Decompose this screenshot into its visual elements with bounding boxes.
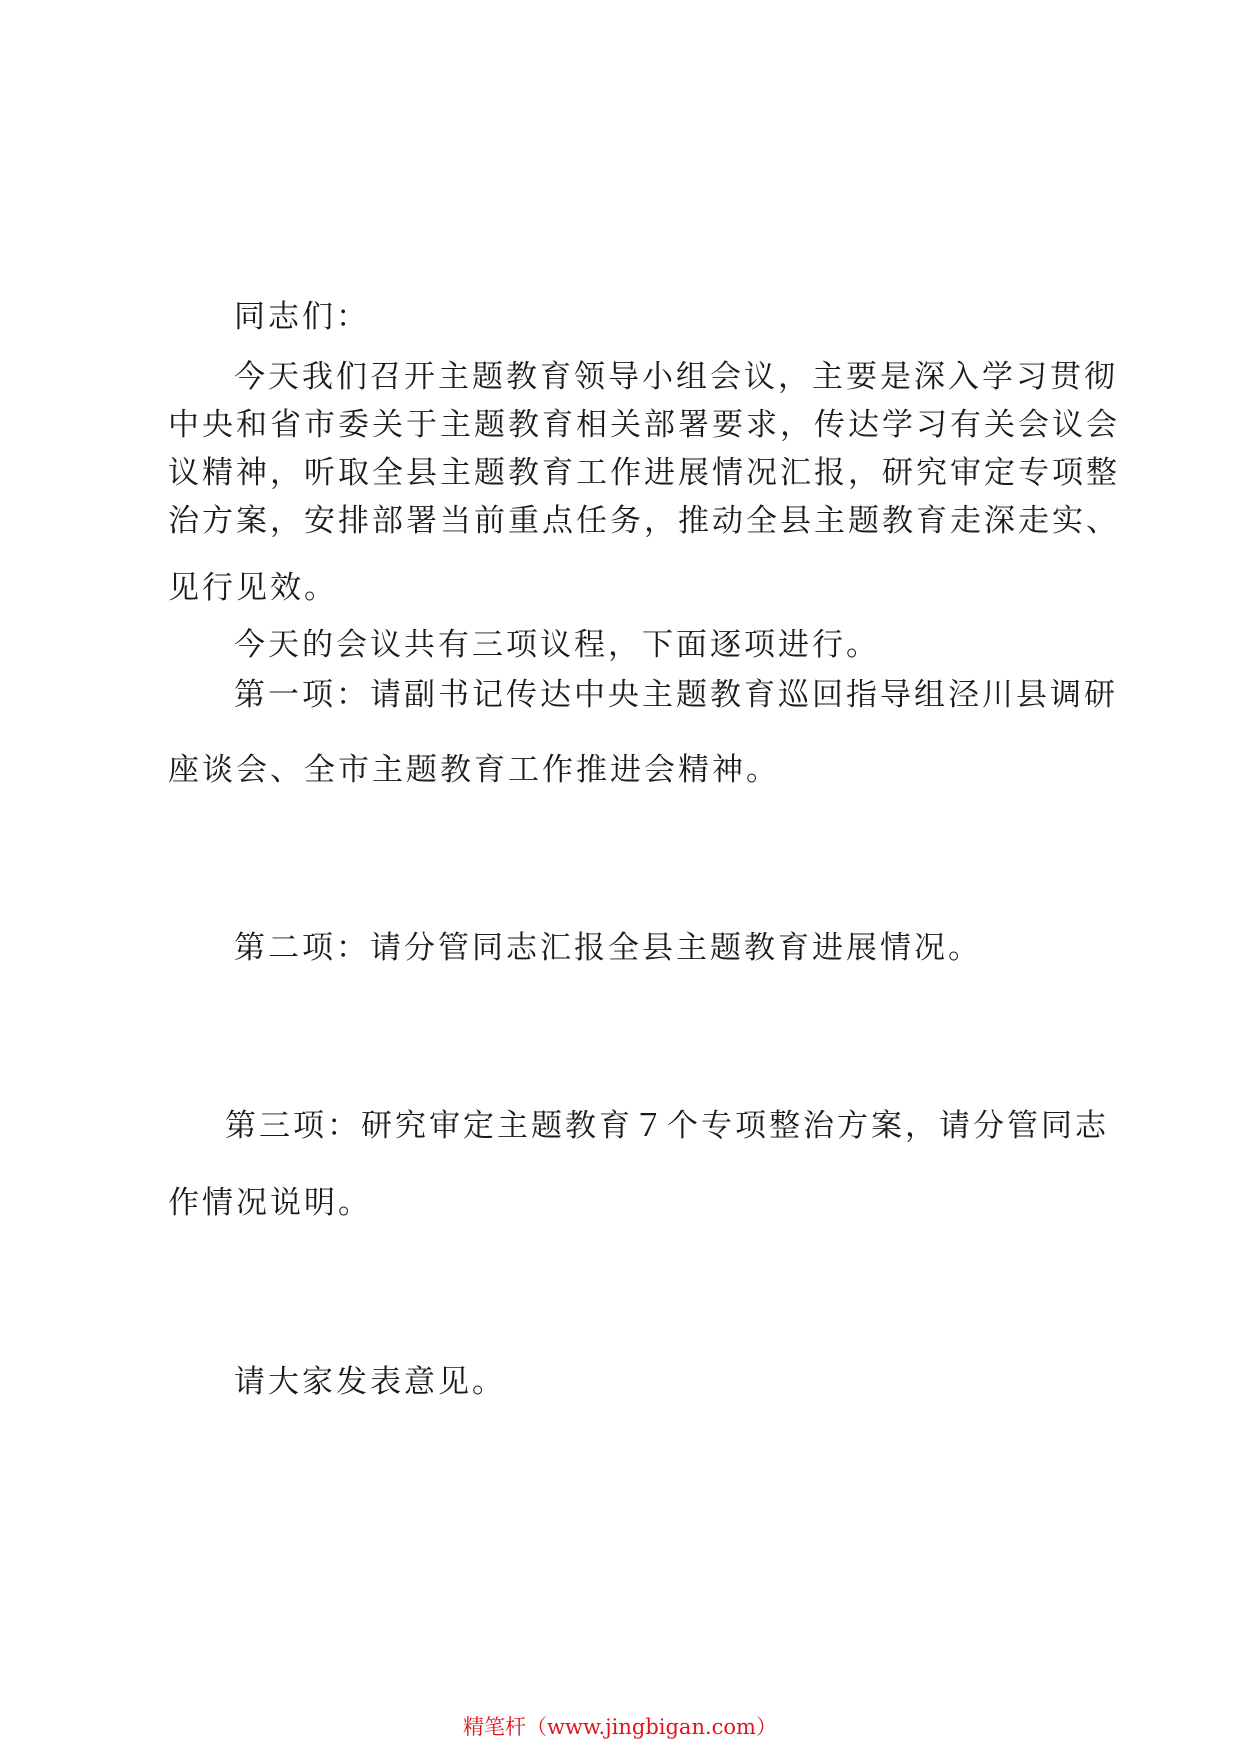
agenda-intro: 今天的会议共有三项议程，下面逐项进行。 bbox=[234, 627, 880, 663]
intro-line-2: 中央和省市委关于主题教育相关部署要求，传达学习有关会议会 bbox=[168, 407, 1120, 443]
closing: 请大家发表意见。 bbox=[234, 1364, 506, 1400]
intro-line-1: 今天我们召开主题教育领导小组会议，主要是深入学习贯彻 bbox=[234, 359, 1118, 395]
item3-line-2: 作情况说明。 bbox=[168, 1185, 372, 1221]
item1-line-1: 第一项：请副书记传达中央主题教育巡回指导组泾川县调研 bbox=[234, 677, 1118, 713]
intro-line-5: 见行见效。 bbox=[168, 570, 338, 606]
intro-line-3: 议精神，听取全县主题教育工作进展情况汇报，研究审定专项整 bbox=[168, 455, 1120, 491]
item1-line-2: 座谈会、全市主题教育工作推进会精神。 bbox=[168, 752, 780, 788]
item3-line-1: 第三项：研究审定主题教育７个专项整治方案，请分管同志 bbox=[225, 1108, 1109, 1144]
salutation: 同志们： bbox=[234, 299, 370, 335]
item2: 第二项：请分管同志汇报全县主题教育进展情况。 bbox=[234, 930, 982, 966]
footer-watermark: 精笔杆（www.jingbigan.com） bbox=[463, 1715, 777, 1739]
intro-line-4: 治方案，安排部署当前重点任务，推动全县主题教育走深走实、 bbox=[168, 503, 1120, 539]
